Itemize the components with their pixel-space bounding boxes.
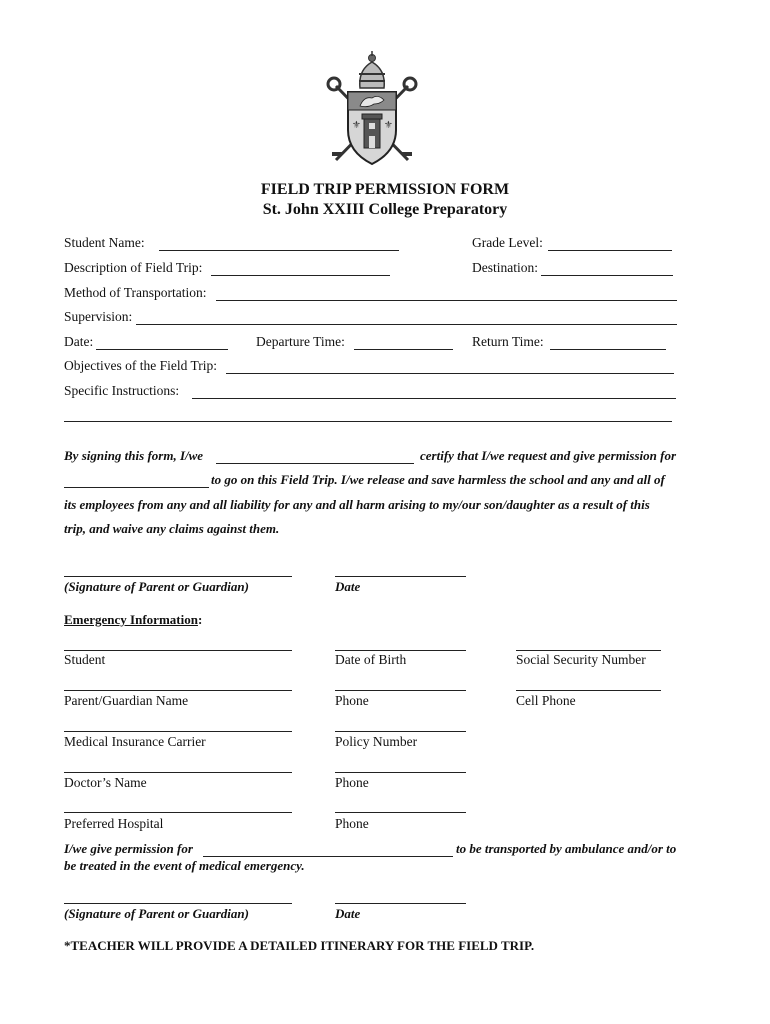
supervision-field[interactable] (136, 324, 677, 325)
description-field[interactable] (211, 275, 390, 276)
instructions-field-line-2[interactable] (64, 421, 672, 422)
destination-label: Destination: (472, 260, 538, 275)
grade-level-label: Grade Level: (472, 235, 543, 250)
instructions-label: Specific Instructions: (64, 383, 180, 398)
ambulance-text-line-2: be treated in the event of medical emergency. (64, 858, 305, 873)
transportation-field[interactable] (216, 300, 677, 301)
policy-field[interactable] (335, 731, 466, 732)
ssn-label: Social Security Number (516, 652, 646, 667)
instructions-field[interactable] (192, 398, 676, 399)
student-field[interactable] (64, 650, 292, 651)
doctor-phone-field[interactable] (335, 772, 466, 773)
student-consent-field[interactable] (64, 487, 209, 488)
student-name-field[interactable] (159, 250, 399, 251)
signature-label: (Signature of Parent or Guardian) (64, 579, 249, 594)
consent-text-line-2: to go on this Field Trip. I/we release and save harmless the school and any and all of (211, 472, 665, 487)
transportation-label: Method of Transportation: (64, 285, 207, 300)
dob-field[interactable] (335, 650, 466, 651)
parent-signature-field-2[interactable] (64, 903, 292, 904)
doctor-phone-label: Phone (335, 775, 369, 790)
doctor-field[interactable] (64, 772, 292, 773)
ambulance-text-end: to be transported by ambulance and/or to (456, 841, 677, 856)
signature-label-2: (Signature of Parent or Guardian) (64, 906, 249, 921)
coat-of-arms-icon (322, 48, 422, 170)
description-label: Description of Field Trip: (64, 260, 203, 275)
signature-date-label: Date (335, 579, 361, 594)
objectives-field[interactable] (226, 373, 674, 374)
ambulance-text-start: I/we give permission for (64, 841, 193, 856)
grade-level-field[interactable] (548, 250, 672, 251)
departure-time-label: Departure Time: (256, 334, 345, 349)
date-label: Date: (64, 334, 94, 349)
insurance-label: Medical Insurance Carrier (64, 734, 206, 749)
hospital-phone-label: Phone (335, 816, 369, 831)
objectives-label: Objectives of the Field Trip: (64, 358, 217, 373)
itinerary-note: *TEACHER WILL PROVIDE A DETAILED ITINERARY FOR THE FIELD TRIP. (64, 938, 535, 953)
cell-phone-field[interactable] (516, 690, 661, 691)
form-title: FIELD TRIP PERMISSION FORM (260, 181, 510, 198)
policy-label: Policy Number (335, 734, 418, 749)
parent-phone-field[interactable] (335, 690, 466, 691)
consent-text-start: By signing this form, I/we (64, 448, 204, 463)
parent-name-label: Parent/Guardian Name (64, 693, 189, 708)
destination-field[interactable] (541, 275, 673, 276)
parent-name-field[interactable] (64, 690, 292, 691)
student-label: Student (64, 652, 106, 667)
consent-text-end: certify that I/we request and give permission for (420, 448, 677, 463)
cell-phone-label: Cell Phone (516, 693, 576, 708)
signature-date-label-2: Date (335, 906, 361, 921)
return-time-field[interactable] (550, 349, 666, 350)
consent-name-field[interactable] (216, 463, 414, 464)
ssn-field[interactable] (516, 650, 661, 651)
date-field[interactable] (96, 349, 228, 350)
dob-label: Date of Birth (335, 652, 407, 667)
signature-date-field-2[interactable] (335, 903, 466, 904)
supervision-label: Supervision: (64, 309, 133, 324)
hospital-field[interactable] (64, 812, 292, 813)
doctor-label: Doctor’s Name (64, 775, 147, 790)
consent-text-line-4: trip, and waive any claims against them. (64, 521, 280, 536)
return-time-label: Return Time: (472, 334, 544, 349)
signature-date-field[interactable] (335, 576, 466, 577)
svg-text:⚜: ⚜ (384, 120, 393, 131)
parent-phone-label: Phone (335, 693, 369, 708)
emergency-heading: Emergency Information: (64, 612, 203, 627)
hospital-label: Preferred Hospital (64, 816, 164, 831)
ambulance-student-field[interactable] (203, 856, 453, 857)
school-name: St. John XXIII College Preparatory (262, 201, 508, 218)
consent-text-line-3: its employees from any and all liability for any and all harm arising to my/our son/daughter as a result of this (64, 497, 650, 512)
insurance-field[interactable] (64, 731, 292, 732)
departure-time-field[interactable] (354, 349, 453, 350)
parent-signature-field[interactable] (64, 576, 292, 577)
student-name-label: Student Name: (64, 235, 145, 250)
svg-text:⚜: ⚜ (352, 120, 361, 131)
hospital-phone-field[interactable] (335, 812, 466, 813)
